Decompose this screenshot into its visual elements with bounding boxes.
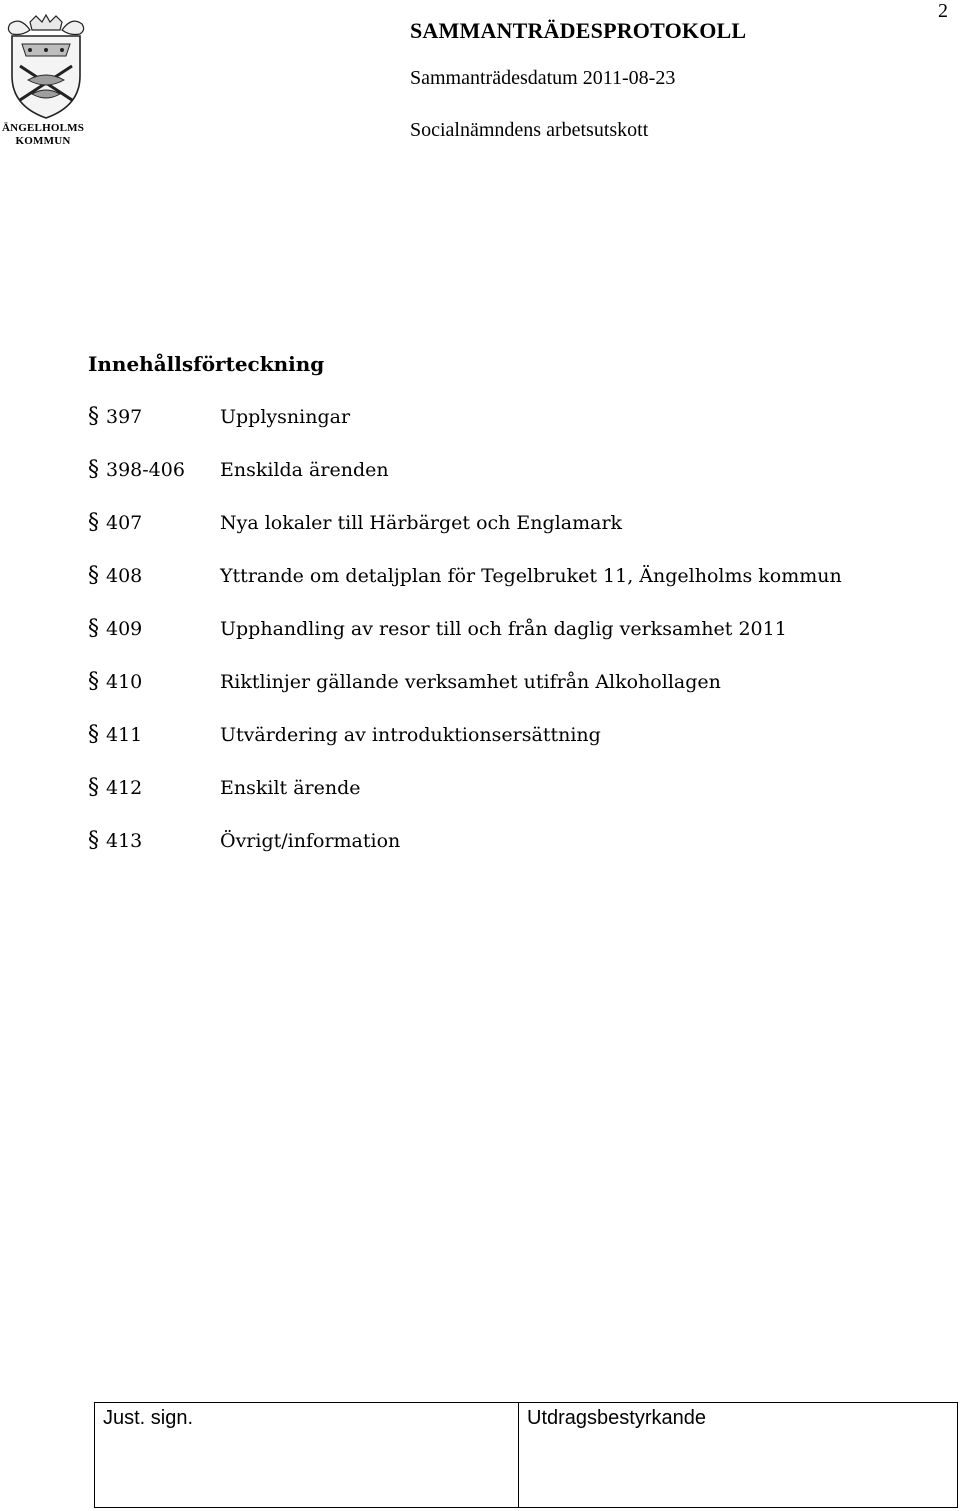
committee-name: Socialnämndens arbetsutskott [410,119,649,141]
section-symbol: § [88,828,99,853]
toc-item-number: 407 [106,512,143,534]
logo-line-1: ÄNGELHOLMS [1,122,85,134]
section-symbol: § [88,669,99,694]
toc-item-number: 413 [106,830,143,852]
toc-item [88,457,948,510]
utdrag-cell [519,1403,957,1507]
toc-item-text: Enskilda ärenden [220,459,389,481]
coat-of-arms-icon [0,14,92,124]
toc-item-text: Yttrande om detaljplan för Tegelbruket 11, Ängelholms kommun [220,565,842,587]
toc-item-number: 398-406 [106,459,185,481]
toc-item [88,669,948,722]
toc-item-text: Utvärdering av introduktionsersättning [220,724,601,746]
toc-item-number: 411 [106,724,143,746]
utdrag-label: Utdragsbestyrkande [527,1407,706,1429]
document-title: SAMMANTRÄDESPROTOKOLL [410,18,747,43]
toc-heading: Innehållsförteckning [88,352,325,376]
section-symbol: § [88,510,99,535]
section-symbol: § [88,616,99,641]
section-symbol: § [88,404,99,429]
logo-text [0,122,86,148]
just-sign-label: Just. sign. [103,1407,194,1429]
section-symbol: § [88,563,99,588]
toc-item-text: Nya lokaler till Härbärget och Englamark [220,512,623,534]
toc-item-text: Upphandling av resor till och från daglig verksamhet 2011 [220,618,787,640]
toc-item-text: Riktlinjer gällande verksamhet utifrån Alkohollagen [220,671,721,693]
toc-item-number: 412 [106,777,143,799]
toc-item-number: 410 [106,671,143,693]
toc-item-text: Enskilt ärende [220,777,361,799]
toc-item-number: 397 [106,406,143,428]
toc-item-number: 408 [106,565,143,587]
meeting-date: Sammanträdesdatum 2011-08-23 [410,67,676,89]
toc-item-text: Övrigt/information [220,830,401,852]
just-sign-cell [95,1403,519,1507]
section-symbol: § [88,775,99,800]
signature-box [94,1402,958,1508]
toc-list [88,404,948,881]
logo-line-2: KOMMUN [15,135,71,147]
toc-item [88,775,948,828]
toc-item [88,404,948,457]
section-symbol: § [88,457,99,482]
document-header [410,18,746,142]
page-number: 2 [938,0,948,22]
toc-item [88,510,948,563]
toc-item [88,616,948,669]
toc-item-text: Upplysningar [220,406,351,428]
toc-item [88,563,948,616]
toc-item [88,722,948,775]
toc-item-number: 409 [106,618,143,640]
toc-item [88,828,948,881]
section-symbol: § [88,722,99,747]
